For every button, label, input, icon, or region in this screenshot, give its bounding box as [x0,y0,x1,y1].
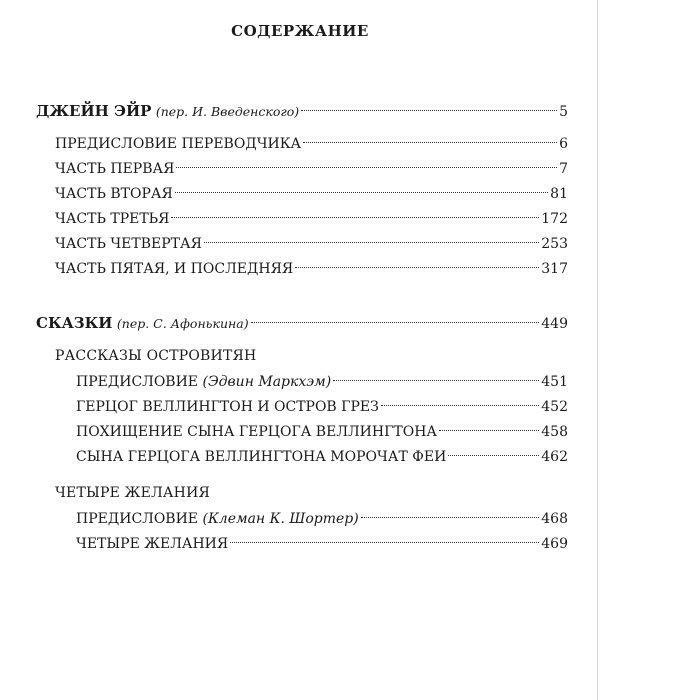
page-number: 172 [541,211,568,227]
entry-label: ГЕРЦОГ ВЕЛЛИНГТОН И ОСТРОВ ГРЕЗ [76,399,379,415]
page-number: 7 [559,161,568,177]
dot-leader [171,217,539,218]
entry-label: ЧАСТЬ ПЕРВАЯ [55,161,175,177]
page-number: 469 [541,536,568,552]
dot-leader [204,242,539,243]
page-number: 253 [541,236,568,252]
toc-entry[interactable] [55,258,568,280]
entry-label: ПРЕДИСЛОВИЕ ПЕРЕВОДЧИКА [55,136,302,152]
section-translator: (пер. И. Введенского) [155,104,300,119]
page-number: 468 [541,511,568,527]
toc-section-jane-eyre[interactable] [36,100,568,122]
entry-label: ЧАСТЬ ТРЕТЬЯ [55,211,170,227]
page-number: 452 [541,399,568,415]
toc-entry[interactable] [55,208,568,230]
page-number: 458 [541,424,568,440]
dot-leader [361,517,540,518]
toc-entry[interactable] [76,396,568,418]
section-title: СКАЗКИ [36,314,113,332]
section-translator: (пер. С. Афонькина) [116,316,249,331]
entry-label: ЧАСТЬ ПЯТАЯ, И ПОСЛЕДНЯЯ [55,261,294,277]
page-edge-divider [597,0,598,700]
toc-section-tales[interactable] [36,312,568,334]
page-number: 5 [559,104,568,120]
dot-leader [448,455,539,456]
page-number: 81 [550,186,568,202]
dot-leader [381,405,539,406]
dot-leader [303,142,557,143]
entry-author: (Эдвин Маркхэм) [202,374,332,390]
section-title: ДЖЕЙН ЭЙР [36,102,152,120]
dot-leader [230,542,539,543]
dot-leader [295,267,539,268]
entry-author: (Клеман К. Шортер) [202,511,359,527]
entry-label: СЫНА ГЕРЦОГА ВЕЛЛИНГТОНА МОРОЧАТ ФЕИ [76,449,447,465]
dot-leader [251,322,540,323]
group-heading: ЧЕТЫРЕ ЖЕЛАНИЯ [55,485,211,501]
toc-entry[interactable] [55,183,568,205]
toc-entry[interactable] [76,508,568,530]
entry-label: ЧЕТЫРЕ ЖЕЛАНИЯ [76,536,229,552]
page-number: 462 [541,449,568,465]
group-heading: РАССКАЗЫ ОСТРОВИТЯН [55,348,257,364]
page-number: 449 [541,316,568,332]
entry-label: ЧАСТЬ ЧЕТВЕРТАЯ [55,236,202,252]
toc-entry[interactable] [76,421,568,443]
page-number: 317 [541,261,568,277]
entry-label: ПРЕДИСЛОВИЕ [76,511,203,527]
toc-entry[interactable] [55,133,568,155]
toc-entry[interactable] [76,533,568,555]
toc-entry[interactable] [55,158,568,180]
entry-label: ПОХИЩЕНИЕ СЫНА ГЕРЦОГА ВЕЛЛИНГТОНА [76,424,437,440]
toc-entry[interactable] [55,233,568,255]
page-title: СОДЕРЖАНИЕ [231,22,369,40]
dot-leader [439,430,539,431]
page-number: 451 [541,374,568,390]
entry-label: ПРЕДИСЛОВИЕ [76,374,203,390]
page-number: 6 [559,136,568,152]
entry-label: ЧАСТЬ ВТОРАЯ [55,186,173,202]
dot-leader [176,167,557,168]
dot-leader [333,380,539,381]
toc-entry[interactable] [76,446,568,468]
dot-leader [301,110,557,111]
dot-leader [175,192,548,193]
toc-entry[interactable] [76,371,568,393]
